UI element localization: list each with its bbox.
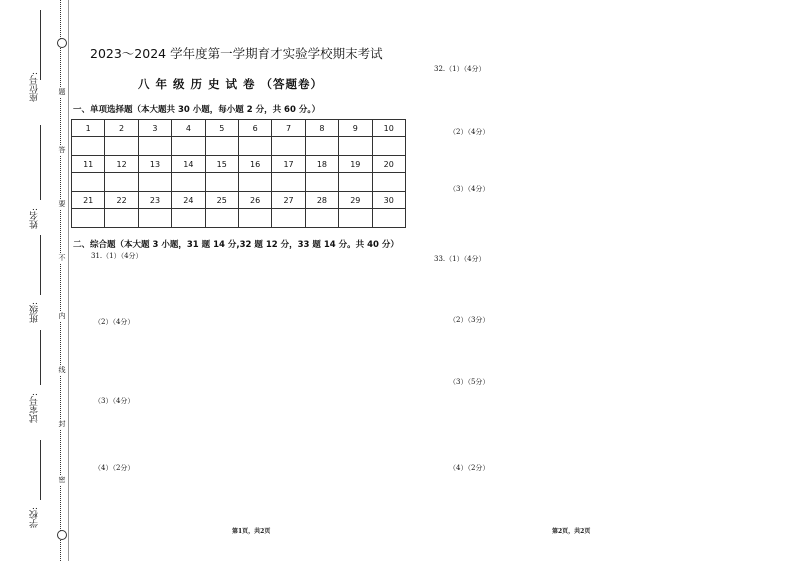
class-underline (40, 235, 41, 295)
seal-char: 线 (56, 366, 68, 375)
grid-number: 16 (238, 156, 271, 173)
answer-cell[interactable] (305, 137, 338, 156)
grid-number: 22 (105, 192, 138, 209)
room-label: 试室号: (30, 393, 40, 424)
grid-number: 19 (339, 156, 372, 173)
grid-number: 10 (372, 120, 405, 137)
seal-char: 不 (56, 254, 68, 263)
section2-heading: 二、综合题（本大题 3 小题，31 题 14 分,32 题 12 分，33 题 14 分。共 40 分） (73, 240, 399, 250)
seal-char: 封 (56, 420, 68, 429)
answer-cell[interactable] (138, 209, 171, 228)
seal-char: 要 (56, 200, 68, 209)
grid-number: 6 (238, 120, 271, 137)
seat-underline (40, 10, 41, 80)
seal-char: 题 (56, 88, 68, 97)
answer-cell[interactable] (138, 137, 171, 156)
name-underline (40, 125, 41, 200)
margin-rule (68, 0, 69, 561)
grid-number: 7 (272, 120, 305, 137)
answer-cell[interactable] (372, 173, 405, 192)
grid-number: 30 (372, 192, 405, 209)
q31-part2-label: （2）（4分） (94, 318, 135, 326)
grid-number: 1 (72, 120, 105, 137)
grid-number: 13 (138, 156, 171, 173)
answer-cell[interactable] (205, 173, 238, 192)
grid-number: 4 (172, 120, 205, 137)
grid-number: 26 (238, 192, 271, 209)
school-underline (40, 440, 41, 500)
answer-cell[interactable] (105, 173, 138, 192)
grid-number: 11 (72, 156, 105, 173)
grid-answer-row (72, 209, 406, 228)
answer-cell[interactable] (339, 137, 372, 156)
answer-cell[interactable] (272, 173, 305, 192)
q32-part3-label: （3）（4分） (449, 185, 490, 193)
grid-number: 29 (339, 192, 372, 209)
grid-number: 27 (272, 192, 305, 209)
answer-cell[interactable] (138, 173, 171, 192)
answer-cell[interactable] (372, 137, 405, 156)
answer-cell[interactable] (72, 173, 105, 192)
footer-page-1: 第1页，共2页 (232, 528, 271, 535)
q33-part4-label: （4）（2分） (449, 464, 490, 472)
grid-number: 3 (138, 120, 171, 137)
answer-cell[interactable] (339, 173, 372, 192)
answer-cell[interactable] (105, 137, 138, 156)
answer-cell[interactable] (305, 173, 338, 192)
grid-number: 2 (105, 120, 138, 137)
exam-title: 2023～2024 学年度第一学期育才实验学校期末考试 (90, 46, 383, 61)
grid-number: 5 (205, 120, 238, 137)
grid-number-row (72, 120, 406, 137)
q33-part1-label: 33.（1）（4分） (434, 255, 486, 263)
q31-part1-label: 31.（1）（4分） (91, 252, 143, 260)
grid-number: 8 (305, 120, 338, 137)
q31-part4-label: （4）（2分） (94, 464, 135, 472)
answer-cell[interactable] (205, 137, 238, 156)
answer-cell[interactable] (172, 137, 205, 156)
seal-line (56, 0, 68, 561)
q31-part3-label: （3）（4分） (94, 397, 135, 405)
answer-cell[interactable] (305, 209, 338, 228)
grid-number: 20 (372, 156, 405, 173)
grid-number: 21 (72, 192, 105, 209)
answer-cell[interactable] (72, 137, 105, 156)
grid-number: 28 (305, 192, 338, 209)
grid-number: 23 (138, 192, 171, 209)
grid-number: 25 (205, 192, 238, 209)
seal-circle-top (57, 38, 67, 48)
q32-part1-label: 32.（1）（4分） (434, 65, 486, 73)
answer-cell[interactable] (238, 209, 271, 228)
seat-label: 座位号: (30, 72, 40, 103)
name-label: 姓名: (30, 208, 40, 230)
grid-number: 18 (305, 156, 338, 173)
answer-cell[interactable] (238, 137, 271, 156)
section1-heading: 一、单项选择题（本大题共 30 小题，每小题 2 分，共 60 分。） (73, 105, 321, 115)
seal-circle-bottom (57, 530, 67, 540)
grid-number: 14 (172, 156, 205, 173)
seal-char: 密 (56, 476, 68, 485)
grid-answer-row (72, 173, 406, 192)
answer-grid (71, 119, 406, 228)
grid-number-row (72, 192, 406, 209)
grid-number-row (72, 156, 406, 173)
footer-page-2: 第2页，共2页 (552, 528, 591, 535)
q32-part2-label: （2）（4分） (449, 128, 490, 136)
grid-number: 9 (339, 120, 372, 137)
q33-part2-label: （2）（3分） (449, 316, 490, 324)
school-label: 学校: (30, 507, 40, 529)
grid-number: 15 (205, 156, 238, 173)
answer-cell[interactable] (372, 209, 405, 228)
paper-subtitle: 八 年 级 历 史 试 卷 （答题卷） (138, 77, 324, 91)
seal-char: 答 (56, 146, 68, 155)
answer-cell[interactable] (272, 137, 305, 156)
grid-number: 24 (172, 192, 205, 209)
room-underline (40, 330, 41, 385)
answer-cell[interactable] (272, 209, 305, 228)
answer-cell[interactable] (172, 173, 205, 192)
grid-number: 17 (272, 156, 305, 173)
answer-cell[interactable] (205, 209, 238, 228)
grid-answer-row (72, 137, 406, 156)
answer-cell[interactable] (105, 209, 138, 228)
class-label: 班级: (30, 302, 40, 324)
grid-number: 12 (105, 156, 138, 173)
seal-char: 内 (56, 312, 68, 321)
answer-cell[interactable] (339, 209, 372, 228)
answer-cell[interactable] (238, 173, 271, 192)
answer-cell[interactable] (172, 209, 205, 228)
q33-part3-label: （3）（5分） (449, 378, 490, 386)
answer-cell[interactable] (72, 209, 105, 228)
